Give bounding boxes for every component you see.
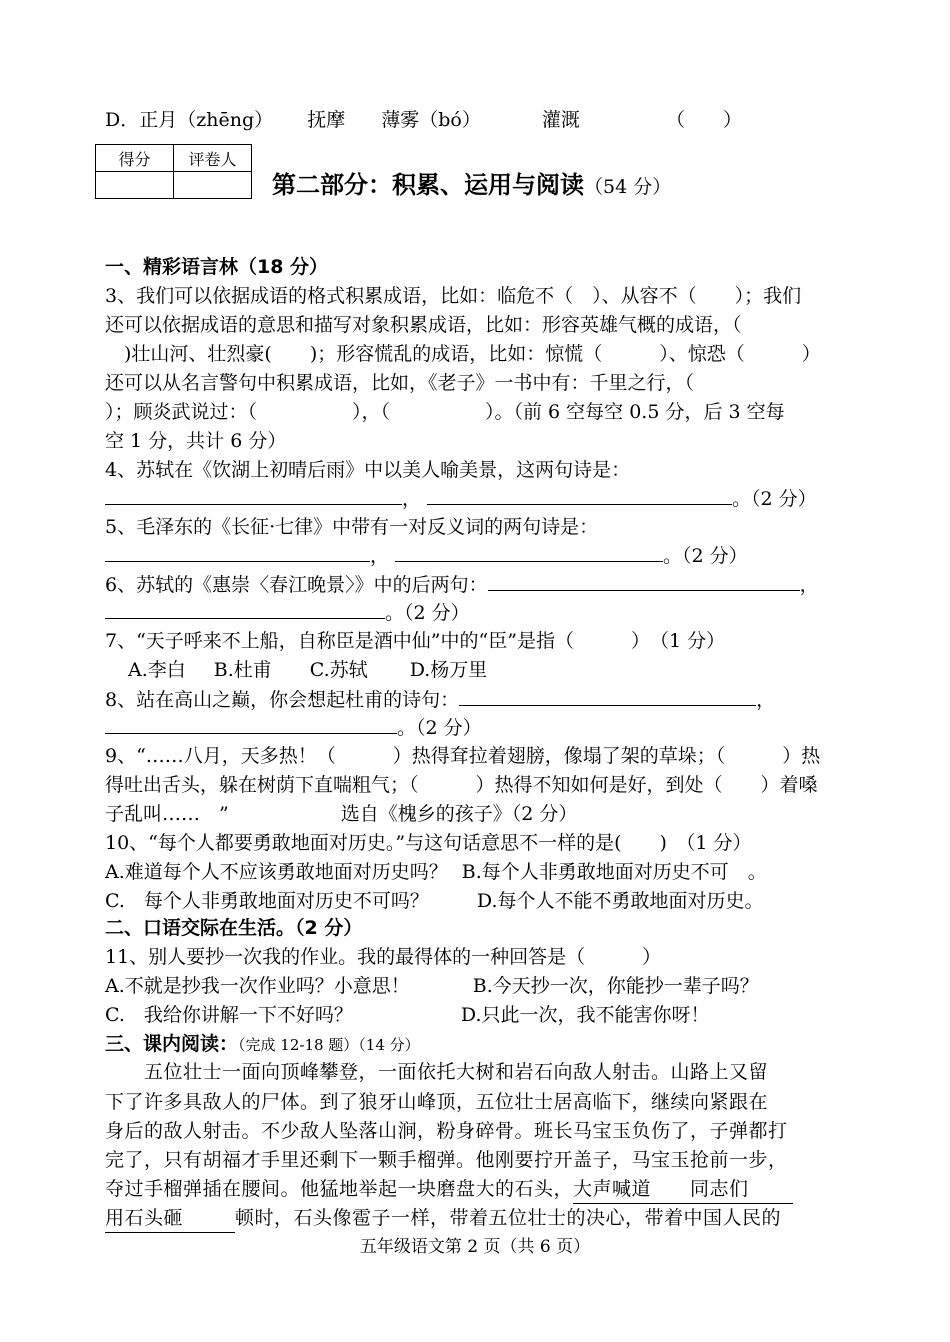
q10-option-a[interactable]: A.难道每个人不应该勇敢地面对历史吗？ <box>105 861 448 883</box>
q4-answer-line <box>105 484 817 513</box>
passage-line-5 <box>105 1175 793 1204</box>
q10-option-d[interactable]: D.每个人不能不勇敢地面对历史。 <box>476 890 764 912</box>
q6-line-2 <box>105 598 470 627</box>
option-d-line <box>105 106 742 134</box>
section-1-title: 一、精彩语言林（18 分） <box>105 256 329 278</box>
passage-blank-text-2: 用石头砸 <box>105 1204 235 1233</box>
part-title <box>272 165 671 200</box>
q6-line-1 <box>105 570 819 599</box>
q7-option-c[interactable]: C.苏轼 <box>309 659 368 681</box>
option-d-answer-paren: （ ） <box>665 109 742 131</box>
q9-line-2: 得吐出舌头，躲在树荫下直喘粗气；（ ）热得不知如何是好，到处（ ）着嗓 <box>105 774 818 796</box>
q10-option-c[interactable]: C. 每个人非勇敢地面对历史不可吗？ <box>105 890 429 912</box>
passage-line-4: 完了，只有胡福才手里还剩下一颗手榴弹。他刚要拧开盖子，马宝玉抢前一步， <box>105 1149 788 1171</box>
q7-options <box>128 656 487 684</box>
q4-end: 。（2 分） <box>732 488 817 510</box>
q4-line-1: 4、苏轼在《饮湖上初晴后雨》中以美人喻美景，这两句诗是： <box>105 459 631 481</box>
q8-blank-2[interactable] <box>105 713 397 734</box>
q9-line-3-text: 子乱叫…… ” <box>105 803 229 825</box>
section-3-title-line <box>105 1030 420 1059</box>
score-table <box>95 144 252 199</box>
passage-line-3: 身后的敌人射击。不少敌人坠落山涧，粉身碎骨。班长马宝玉负伤了，子弹都打 <box>105 1120 788 1142</box>
q6-text: 6、苏轼的《惠崇〈春江晚景〉》中的后两句： <box>105 574 488 596</box>
passage-line-5-text: 夺过手榴弹插在腰间。他猛地举起一块磨盘大的石头， <box>105 1178 574 1200</box>
q6-blank-1[interactable] <box>488 570 800 591</box>
q10-line-1: 10、“每个人都要勇敢地面对历史。”与这句话意思不一样的是( ) （1 分） <box>105 832 752 854</box>
option-d-word-2: 抚摩 <box>307 109 346 131</box>
q7-option-a[interactable]: A.李白 <box>128 659 186 681</box>
q11-options-row-2 <box>105 1001 710 1029</box>
q5-answer-line <box>105 541 748 570</box>
q11-options-row-1 <box>105 972 759 1000</box>
q5-end: 。（2 分） <box>663 545 748 567</box>
q8-text: 8、站在高山之巅，你会想起杜甫的诗句： <box>105 689 460 711</box>
q3-line-6: 空 1 分，共计 6 分） <box>105 430 287 452</box>
grader-cell[interactable] <box>174 172 252 199</box>
q7-option-b[interactable]: B.杜甫 <box>213 659 272 681</box>
q10-options-row-1 <box>105 858 767 886</box>
q10-option-b[interactable]: B.每个人非勇敢地面对历史不可 。 <box>461 861 767 883</box>
q10-options-row-2 <box>105 887 764 915</box>
q3-line-5: ）；顾炎武说过：（ ），（ ）。（前 6 空每空 0.5 分，后 3 空每 <box>105 401 785 423</box>
q9-line-3 <box>105 800 577 828</box>
q11-option-b[interactable]: B.今天抄一次，你能抄一辈子吗？ <box>472 975 759 997</box>
q5-comma: ， <box>370 545 390 567</box>
score-header: 得分 <box>96 145 174 172</box>
q11-option-c[interactable]: C. 我给你讲解一下不好吗？ <box>105 1004 353 1026</box>
score-cell[interactable] <box>96 172 174 199</box>
q6-blank-2[interactable] <box>105 598 385 619</box>
q4-comma: ， <box>402 488 422 510</box>
option-d-word-1: 正月（zhēng） <box>139 109 274 131</box>
section-2-title: 二、口语交际在生活。（2 分） <box>105 917 363 939</box>
part-title-main: 第二部分：积累、运用与阅读 <box>272 171 584 199</box>
q8-line-2 <box>105 713 482 742</box>
page-footer: 五年级语文第 2 页（共 6 页） <box>359 1237 591 1257</box>
q11-line-1: 11、别人要抄一次我的作业。我的最得体的一种回答是（ ） <box>105 946 662 968</box>
q3-line-1: 3、我们可以依据成语的格式积累成语，比如：临危不（ ）、从容不（ ）；我们 <box>105 285 802 307</box>
option-d-word-3: 薄雾（bó） <box>381 109 481 131</box>
q3-line-3: )壮山河、壮烈豪( )；形容慌乱的成语，比如：惊慌（ ）、惊恐（ ） <box>105 343 821 365</box>
q6-end: 。（2 分） <box>385 602 470 624</box>
q3-line-4: 还可以从名言警句中积累成语，比如，《老子》一书中有：千里之行，（ <box>105 372 695 394</box>
passage-line-1: 五位壮士一面向顶峰攀登，一面依托大树和岩石向敌人射击。山路上又留 <box>105 1061 769 1083</box>
q9-source: 选自《槐乡的孩子》（2 分） <box>340 803 578 825</box>
section-3-title: 三、课内阅读： <box>105 1033 239 1055</box>
passage-line-2: 下了许多具敌人的尸体。到了狼牙山峰顶，五位壮士居高临下，继续向紧跟在 <box>105 1091 769 1113</box>
grader-header: 评卷人 <box>174 145 252 172</box>
q8-comma: ， <box>756 689 776 711</box>
passage-line-6 <box>105 1204 781 1233</box>
q6-comma: ， <box>799 574 819 596</box>
q4-blank-1[interactable] <box>105 484 402 505</box>
q5-blank-1[interactable] <box>105 541 370 562</box>
q8-line-1 <box>105 685 775 714</box>
q9-line-1: 9、“……八月，天多热！（ ）热得耷拉着翅膀，像塌了架的草垛；（ ）热 <box>105 745 821 767</box>
q5-blank-2[interactable] <box>395 541 663 562</box>
q5-line-1: 5、毛泽东的《长征·七律》中带有一对反义词的两句诗是： <box>105 516 599 538</box>
q8-blank-1[interactable] <box>459 685 756 706</box>
q4-blank-2[interactable] <box>427 484 732 505</box>
passage-blank-text-1: 大声喊道 同志们 <box>573 1175 793 1204</box>
option-d-label: D． <box>105 109 140 131</box>
option-d-word-4: 灌溉 <box>541 109 580 131</box>
passage-line-6-text: 顿时，石头像雹子一样，带着五位壮士的决心，带着中国人民的 <box>235 1207 782 1229</box>
q7-line-1: 7、“天子呼来不上船，自称臣是酒中仙”中的“臣”是指（ ） （1 分） <box>105 630 726 652</box>
q11-option-d[interactable]: D.只此一次，我不能害你呀！ <box>460 1004 710 1026</box>
section-3-note: （完成 12-18 题）（14 分） <box>238 1036 420 1054</box>
q3-line-2: 还可以依据成语的意思和描写对象积累成语，比如：形容英雄气概的成语，（ <box>105 314 742 336</box>
q8-end: 。（2 分） <box>397 717 482 739</box>
q7-option-d[interactable]: D.杨万里 <box>409 659 488 681</box>
part-title-score: （54 分） <box>584 176 672 198</box>
q11-option-a[interactable]: A.不就是抄我一次作业吗？小意思！ <box>105 975 410 997</box>
